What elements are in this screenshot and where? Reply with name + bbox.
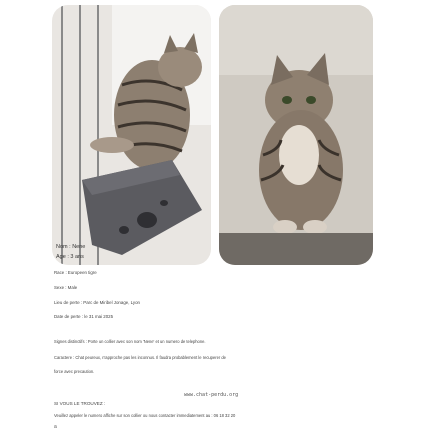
photo-caption-age: Age : 3 ans: [56, 254, 84, 260]
signes-line: Signes distinctifs : Porte un collier avec son nom 'Nene' et un numero de telephone.: [54, 339, 206, 344]
sexe-line: Sexe : Male: [54, 285, 78, 290]
cat-in-box-image: [52, 5, 211, 265]
cat-photo-left: [52, 5, 211, 265]
photo-caption-name: Nom : Nene: [56, 244, 86, 250]
date-line: Date de perte : le 31 mai 2025: [54, 314, 114, 319]
cat-on-railing-image: [219, 5, 373, 265]
website-url: www.chat-perdu.org: [184, 392, 239, 398]
contact-line: Veuillez appeler le numero affiche sur son collier ou nous contacter immediatement au : 06 18 32 20: [54, 413, 236, 418]
signature-text: a: [54, 424, 57, 430]
race-line: Race : Europeen tigre: [54, 270, 97, 275]
cat-photo-right: [219, 5, 373, 265]
caractere-line-2: force avec precaution.: [54, 369, 95, 374]
caractere-line-1: Caractere : Chat peureux, n'approche pas les inconnus. Il faudra probablement le recuperer de: [54, 355, 226, 360]
lieu-line: Lieu de perte : Parc de Miribel Jonage, Lyon: [54, 300, 140, 305]
si-vous-le-trouvez-heading: SI VOUS LE TROUVEZ :: [54, 401, 106, 406]
